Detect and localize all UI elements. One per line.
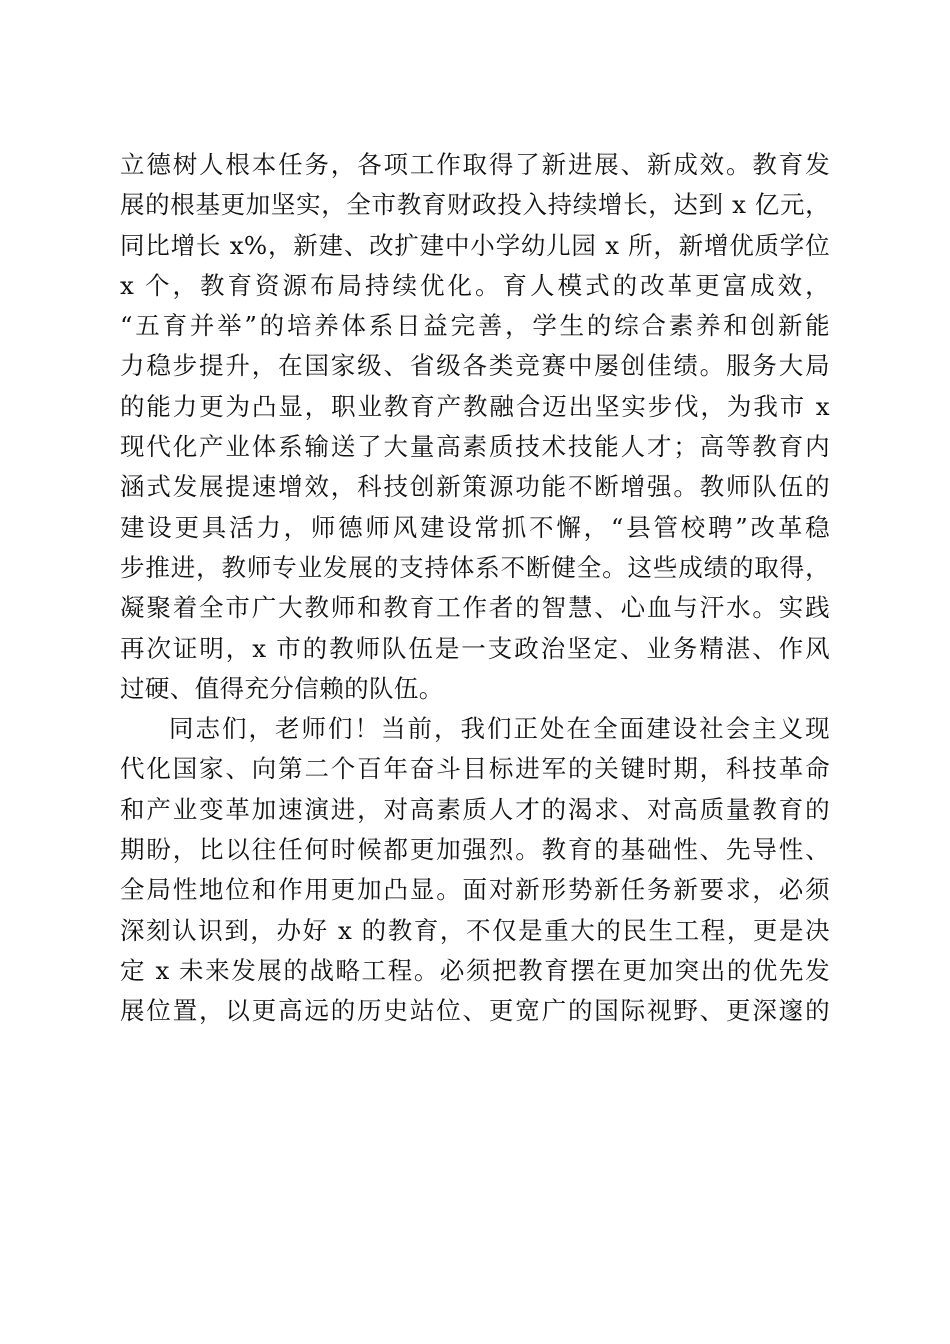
text-line: 展位置，以更高远的历史站位、更宽广的国际视野、更深邃的 [120,996,830,1026]
text-line: 期盼，比以往任何时候都更加强烈。教育的基础性、先导性、 [120,835,830,865]
body-text [120,145,830,1032]
text-line: x 个，教育资源布局持续优化。育人模式的改革更富成效， [120,270,830,300]
text-line: 深刻认识到，办好 x 的教育，不仅是重大的民生工程，更是决 [120,915,830,945]
text-line: 涵式发展提速增效，科技创新策源功能不断增强。教师队伍的 [120,472,830,502]
text-line: 的能力更为凸显，职业教育产教融合迈出坚实步伐，为我市 x [120,391,830,421]
text-line: 现代化产业体系输送了大量高素质技术技能人才；高等教育内 [120,432,830,462]
text-line: 全局性地位和作用更加凸显。面对新形势新任务新要求，必须 [120,875,830,905]
text-line: 凝聚着全市广大教师和教育工作者的智慧、心血与汗水。实践 [120,593,830,623]
text-line: 同比增长 x%，新建、改扩建中小学幼儿园 x 所，新增优质学位 [120,230,830,260]
text-line: 和产业变革加速演进，对高素质人才的渴求、对高质量教育的 [120,794,830,824]
text-line: 建设更具活力，师德师风建设常抓不懈，“县管校聘”改革稳 [120,512,830,542]
text-line: “五育并举”的培养体系日益完善，学生的综合素养和创新能 [120,311,830,341]
text-line: 步推进，教师专业发展的支持体系不断健全。这些成绩的取得， [120,552,830,582]
text-line: 立德树人根本任务，各项工作取得了新进展、新成效。教育发 [120,150,830,179]
text-line: 力稳步提升，在国家级、省级各类竞赛中屡创佳绩。服务大局 [120,351,830,381]
text-line: 再次证明，x 市的教师队伍是一支政治坚定、业务精湛、作风 [120,633,830,663]
text-line: 定 x 未来发展的战略工程。必须把教育摆在更加突出的优先发 [120,955,830,985]
text-line: 过硬、值得充分信赖的队伍。 [120,673,444,703]
text-line: 展的根基更加坚实，全市教育财政投入持续增长，达到 x 亿元， [120,190,830,220]
text-line: 代化国家、向第二个百年奋斗目标进军的关键时期，科技革命 [120,754,830,784]
text-line-indented: 同志们，老师们！当前，我们正处在全面建设社会主义现 [169,714,830,744]
